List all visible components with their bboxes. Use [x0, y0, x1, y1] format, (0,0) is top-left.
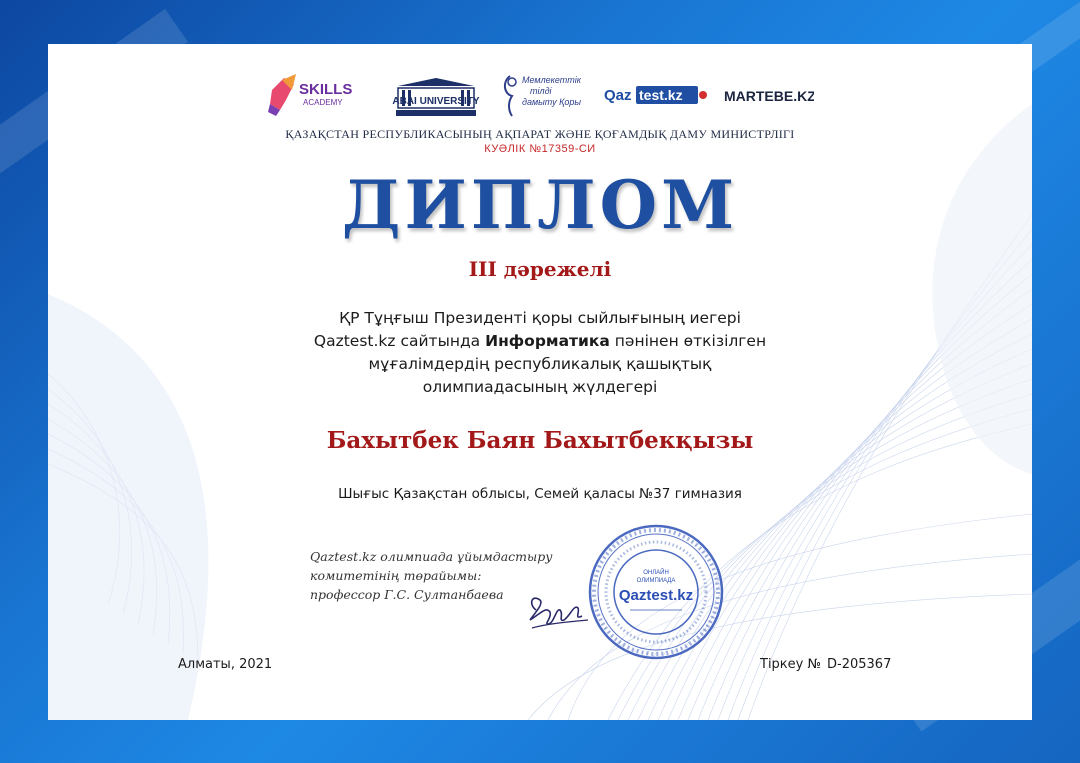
fund-logo-line2: тілді	[530, 86, 552, 96]
recipient-school: Шығыс Қазақстан облысы, Семей қаласы №37 гимназия	[338, 486, 742, 502]
abai-university-logo	[392, 76, 480, 120]
skills-academy-logo	[266, 70, 361, 120]
committee-line-3: профессор Г.С. Султанбаева	[310, 587, 504, 602]
description-line-3: мұғалімдердің республикалық қашықтық	[368, 355, 712, 373]
license-number: КУӘЛІК №17359-СИ	[484, 143, 596, 155]
committee-line-2: комитетінің төрайымы:	[310, 568, 482, 583]
diploma-sheet	[48, 44, 1032, 720]
qaztest-logo	[604, 83, 708, 107]
martebe-logo	[724, 85, 814, 107]
description-line-2-post: пәнінен өткізілген	[609, 332, 767, 350]
ministry-title: ҚАЗАҚСТАН РЕСПУБЛИКАСЫНЫҢ АҚПАРАТ ЖӘНЕ ҚОҒАМДЫҚ ДАМУ МИНИСТРЛІГІ	[285, 127, 795, 141]
fund-logo-line1: Мемлекеттік	[522, 75, 582, 85]
qaztest-logo-prefix: Qaz	[604, 87, 632, 104]
description-line-4: олимпиадасының жүлдегері	[422, 378, 658, 396]
stamp-center-text: Qaztest.kz	[618, 587, 694, 604]
registration-value: D-205367	[827, 657, 892, 672]
academy-logo-text: ACADEMY	[303, 98, 343, 107]
subject-name: Информатика	[485, 332, 610, 350]
qaztest-logo-suffix: test.kz	[639, 87, 683, 103]
diploma-degree: III дәрежелі	[468, 257, 612, 281]
registration-label: Тіркеу №	[760, 657, 822, 672]
committee-line-1: Qaztest.kz олимпиада ұйымдастыру	[310, 549, 553, 564]
abai-logo-text: ABAI UNIVERSITY	[392, 96, 480, 107]
fund-logo-line3: дамыту Қоры	[522, 97, 582, 107]
registration-number	[760, 657, 891, 672]
description-line-2-pre: Qaztest.kz сайтында	[313, 332, 486, 350]
state-language-fund-logo	[500, 72, 595, 118]
martebe-logo-text: MARTEBE.KZ	[724, 88, 814, 104]
diploma-description	[228, 307, 852, 399]
stamp-olympiad-text: ОЛИМПИАДА	[636, 578, 676, 584]
skills-logo-text: SKILLS	[299, 81, 353, 98]
diploma-title: ДИПЛОМ	[341, 166, 739, 244]
description-line-1: ҚР Тұңғыш Президенті қоры сыйлығының иегері	[339, 309, 741, 327]
description-line-2	[228, 330, 852, 353]
official-stamp	[586, 522, 726, 662]
stamp-online-text: ОНЛАЙН	[643, 570, 669, 576]
recipient-name: Бахытбек Баян Бахытбекқызы	[326, 427, 754, 454]
city-year: Алматы, 2021	[178, 657, 273, 672]
